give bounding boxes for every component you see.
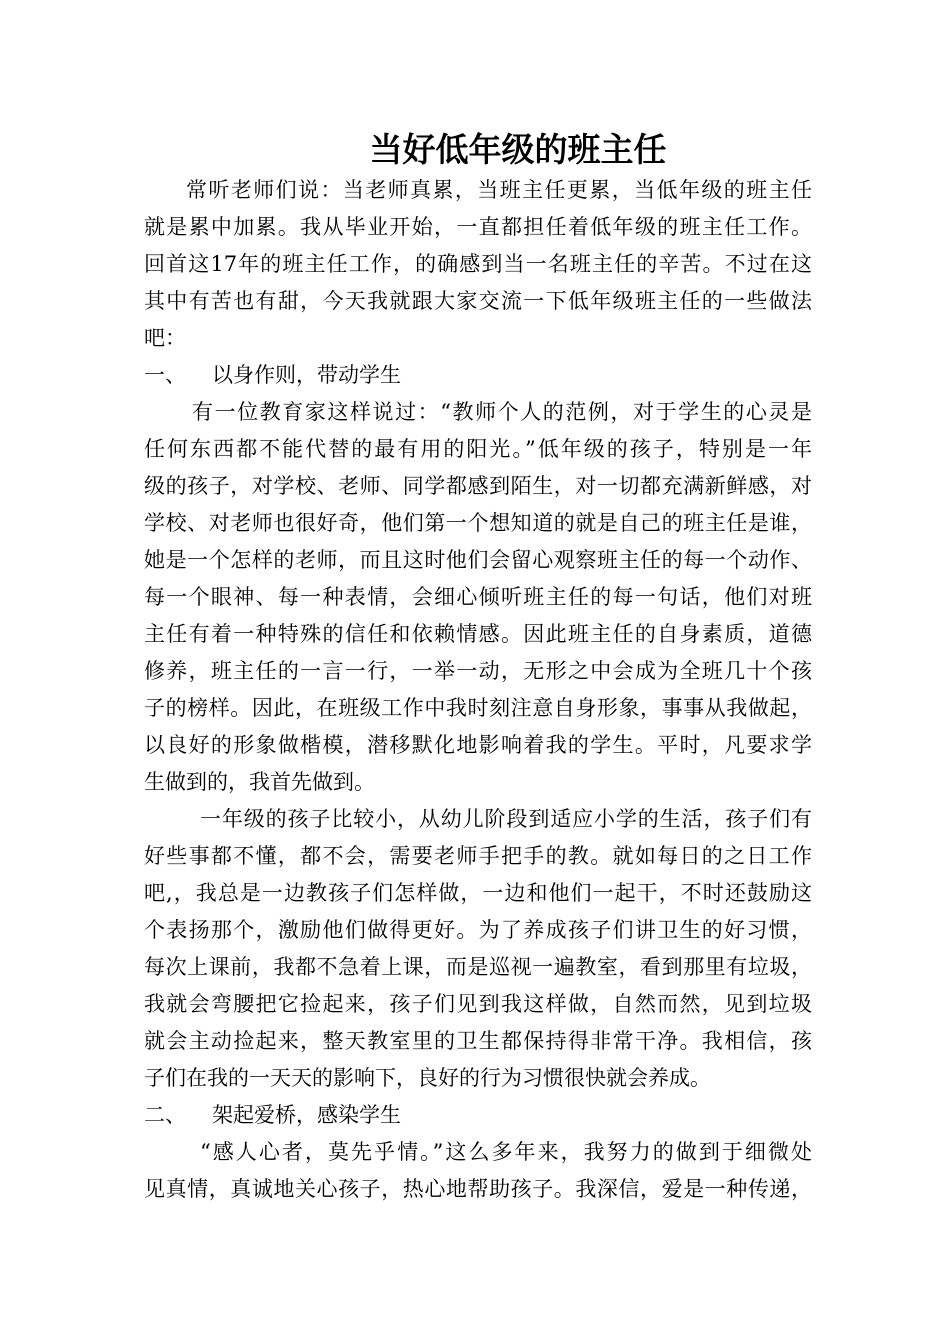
document-page <box>144 128 812 1208</box>
text-line: 子们在我的一天天的影响下，良好的行为习惯很快就会养成。 <box>144 1066 711 1090</box>
text-line: 一年级的孩子比较小，从幼儿阶段到适应小学的生活，孩子们有 <box>200 807 812 831</box>
text-line: “感人心者，莫先乎情。”这么多年来，我努力的做到于细微处 <box>200 1140 812 1164</box>
text-line: 子的榜样。因此，在班级工作中我时刻注意自身形象，事事从我做起， <box>144 696 812 720</box>
section1-paragraph-1 <box>144 394 812 801</box>
text-line: 我就会弯腰把它捡起来，孩子们见到我这样做，自然而然，见到垃圾 <box>144 992 812 1016</box>
intro-paragraph <box>144 172 812 357</box>
text-line: 每一个眼神、每一种表情，会细心倾听班主任的每一句话，他们对班 <box>144 585 812 609</box>
text-line: 级的孩子，对学校、老师、同学都感到陌生，对一切都充满新鲜感，对 <box>144 474 812 498</box>
section-title: 以身作则，带动学生 <box>212 363 401 387</box>
text-line: 任何东西都不能代替的最有用的阳光。”低年级的孩子，特别是一年 <box>144 437 812 461</box>
text-line: 吧： <box>144 326 186 350</box>
text-line: 修养，班主任的一言一行，一举一动，无形之中会成为全班几十个孩 <box>144 659 812 683</box>
section-number: 二、 <box>144 1103 186 1127</box>
text-line: 常听老师们说：当老师真累，当班主任更累，当低年级的班主任 <box>186 178 812 202</box>
section-title: 架起爱桥，感染学生 <box>212 1103 401 1127</box>
section-heading-1 <box>144 357 812 394</box>
text-line: 个表扬那个，激励他们做得更好。为了养成孩子们讲卫生的好习惯， <box>144 918 812 942</box>
text-line: 以良好的形象做楷模，潜移默化地影响着我的学生。平时，凡要求学 <box>144 733 812 757</box>
text-line: 就会主动捡起来，整天教室里的卫生都保持得非常干净。我相信，孩 <box>144 1029 812 1053</box>
text-line: 有一位教育家这样说过：“教师个人的范例，对于学生的心灵是 <box>192 400 812 424</box>
text-line: 学校、对老师也很好奇，他们第一个想知道的就是自己的班主任是谁， <box>144 511 812 535</box>
section2-paragraph-1 <box>144 1134 812 1208</box>
text-line: 她是一个怎样的老师，而且这时他们会留心观察班主任的每一个动作、 <box>144 548 812 572</box>
text-line: 回首这17年的班主任工作，的确感到当一名班主任的辛苦。不过在这 <box>144 252 812 276</box>
text-line: 就是累中加累。我从毕业开始，一直都担任着低年级的班主任工作。 <box>144 215 812 239</box>
text-line: 吧,，我总是一边教孩子们怎样做，一边和他们一起干，不时还鼓励这 <box>144 881 812 905</box>
text-line: 主任有着一种特殊的信任和依赖情感。因此班主任的自身素质，道德 <box>144 622 812 646</box>
text-line: 每次上课前，我都不急着上课，而是巡视一遍教室，看到那里有垃圾， <box>144 955 812 979</box>
document-title: 当好低年级的班主任 <box>369 130 667 169</box>
text-line: 见真情，真诚地关心孩子，热心地帮助孩子。我深信，爱是一种传递， <box>144 1177 812 1201</box>
text-line: 好些事都不懂，都不会，需要老师手把手的教。就如每日的之日工作 <box>144 844 812 868</box>
section1-paragraph-2 <box>144 801 812 1097</box>
section-number: 一、 <box>144 363 186 387</box>
text-line: 其中有苦也有甜，今天我就跟大家交流一下低年级班主任的一些做法 <box>144 289 812 313</box>
section-heading-2 <box>144 1097 812 1134</box>
text-line: 生做到的，我首先做到。 <box>144 770 375 794</box>
